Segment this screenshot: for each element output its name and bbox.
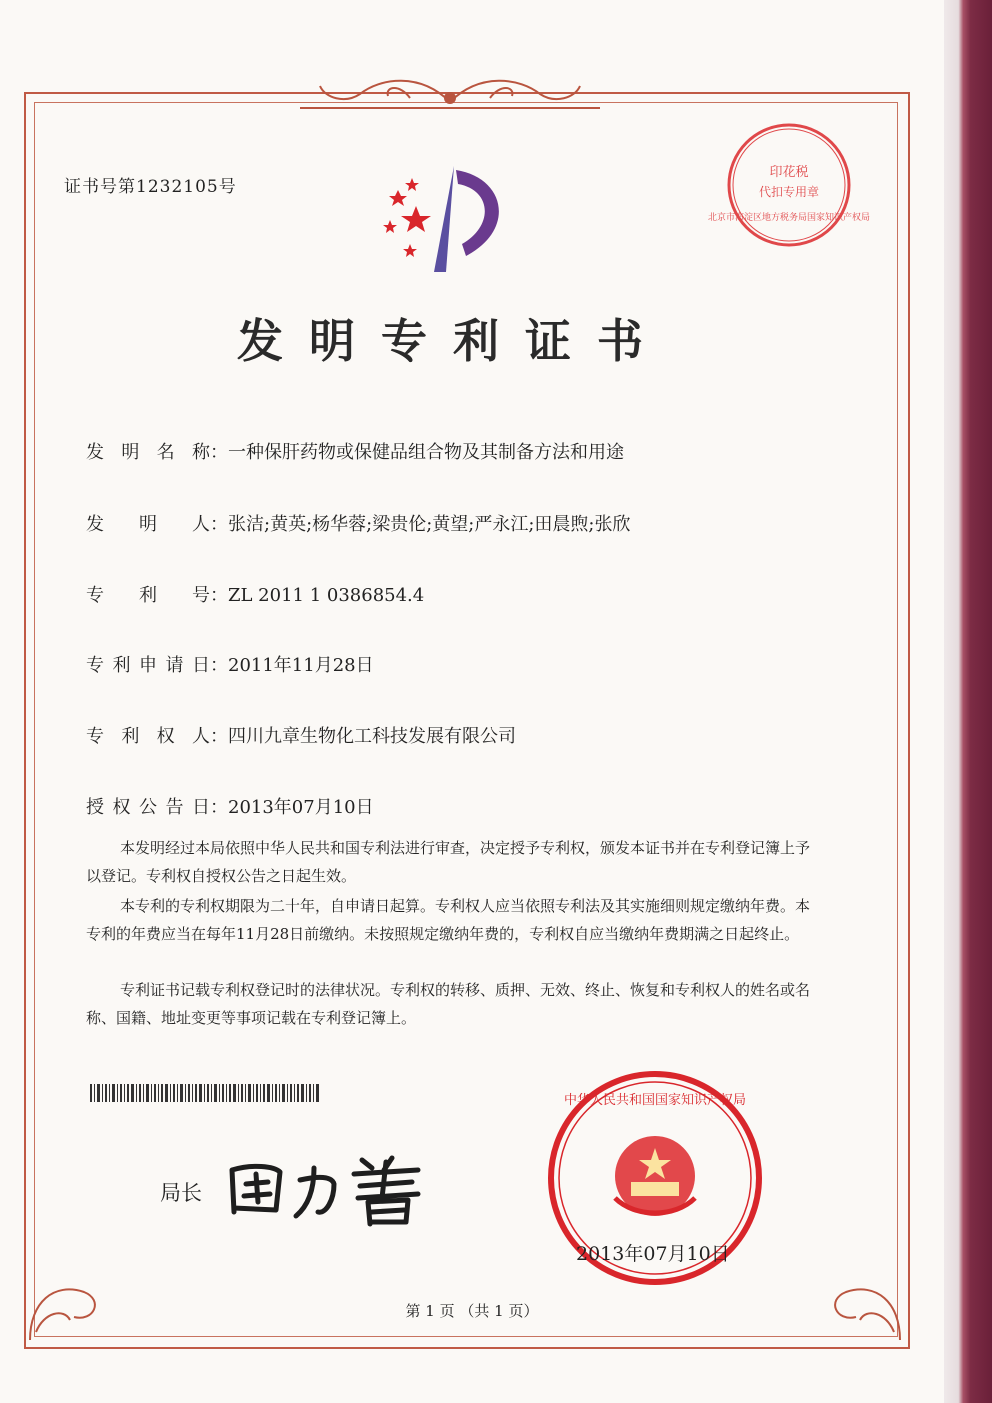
field-patentee: 专利权人：四川九章生物化工科技发展有限公司 xyxy=(86,722,516,748)
field-value: 2013年07月10日 xyxy=(228,797,374,818)
svg-text:印花税: 印花税 xyxy=(769,165,809,180)
field-value: 2011年11月28日 xyxy=(228,655,374,676)
field-label: 专利申请日 xyxy=(86,655,210,676)
field-label: 发明人 xyxy=(86,514,210,535)
director-signature xyxy=(222,1140,432,1230)
field-label: 专利权人 xyxy=(86,726,210,747)
field-label: 授权公告日 xyxy=(86,797,210,818)
patent-office-emblem xyxy=(376,160,526,280)
page-number: 第 1 页 （共 1 页） xyxy=(405,1302,539,1320)
svg-text:中华人民共和国国家知识产权局: 中华人民共和国国家知识产权局 xyxy=(563,1093,747,1108)
field-value: ZL 2011 1 0386854.4 xyxy=(228,585,425,606)
barcode xyxy=(90,1084,320,1102)
body-paragraph: 本发明经过本局依照中华人民共和国专利法进行审查，决定授予专利权，颁发本证书并在专利登记簿上予以登记。专利权自授权公告之日起生效。 xyxy=(86,839,811,885)
stamp-duty-seal xyxy=(707,120,871,250)
field-grant-date: 授权公告日：2013年07月10日 xyxy=(86,793,374,819)
director-label: 局长 xyxy=(160,1181,202,1205)
decorative-frame-inner xyxy=(34,102,898,1337)
binder-spine xyxy=(944,0,992,1403)
certificate-number: 证书号第1232105号 xyxy=(64,177,237,197)
field-label: 发明名称 xyxy=(86,442,210,463)
top-ornament xyxy=(300,68,600,114)
body-paragraph: 本专利的专利权期限为二十年，自申请日起算。专利权人应当依照专利法及其实施细则规定缴纳年费。本专利的年费应当在每年11月28日前缴纳。未按照规定缴纳年费的，专利权自应当缴纳年费期满之日起终止。 xyxy=(86,897,811,943)
page-title: 发明专利证书 xyxy=(237,314,669,368)
field-value: 一种保肝药物或保健品组合物及其制备方法和用途 xyxy=(228,442,624,463)
field-value: 四川九章生物化工科技发展有限公司 xyxy=(228,726,516,747)
field-label: 专利号 xyxy=(86,585,210,606)
seal-date: 2013年07月10日 xyxy=(576,1243,730,1265)
svg-text:北京市海淀区地方税务局国家知识产权局: 北京市海淀区地方税务局国家知识产权局 xyxy=(707,213,871,223)
body-paragraph: 专利证书记载专利权登记时的法律状况。专利权的转移、质押、无效、终止、恢复和专利权人的姓名或名称、国籍、地址变更等事项记载在专利登记簿上。 xyxy=(86,981,811,1027)
field-invention-name: 发明名称：一种保肝药物或保健品组合物及其制备方法和用途 xyxy=(86,438,624,464)
field-value: 张洁;黄英;杨华蓉;梁贵伦;黄望;严永江;田晨煦;张欣 xyxy=(228,514,631,535)
field-patent-number: 专利号：ZL 2011 1 0386854.4 xyxy=(86,581,424,607)
field-application-date: 专利申请日：2011年11月28日 xyxy=(86,651,374,677)
field-inventors: 发明人：张洁;黄英;杨华蓉;梁贵伦;黄望;严永江;田晨煦;张欣 xyxy=(86,510,630,536)
svg-text:代扣专用章: 代扣专用章 xyxy=(758,185,820,199)
